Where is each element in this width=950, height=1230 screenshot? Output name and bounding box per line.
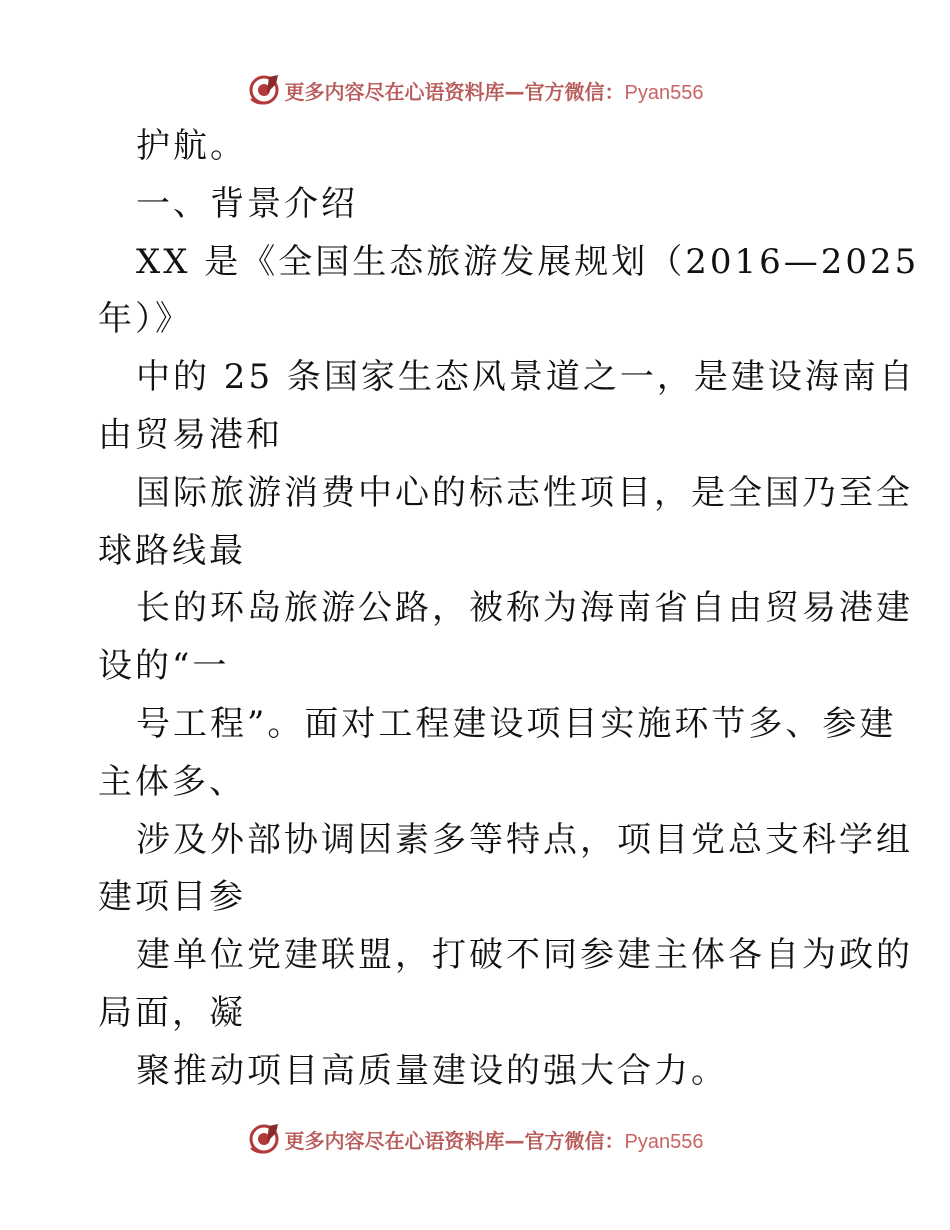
header-banner-account: Pyan556 [624,81,704,104]
body-line: 主体多、 [98,761,246,802]
footer-banner-account: Pyan556 [624,1130,704,1153]
footer-banner-text [285,1125,704,1154]
footer-banner [0,1119,950,1159]
body-line: 年）》 [98,299,192,340]
body-line: 中的 25 条国家生态风景道之一，是建设海南自 [136,357,916,398]
body-line: 国际旅游消费中心的标志性项目，是全国乃至全 [136,472,913,513]
body-line: 号工程”。面对工程建设项目实施环节多、参建 [136,703,897,744]
body-line: 球路线最 [98,530,246,571]
document-body [98,118,920,1101]
body-line: 建项目参 [98,877,246,918]
body-line: 局面，凝 [98,992,246,1033]
footer-banner-label: 更多内容尽在心语资料库—官方微信： [284,1128,625,1153]
header-banner [0,70,950,110]
pen-logo-icon [247,73,281,107]
body-line: 涉及外部协调因素多等特点，项目党总支科学组 [136,819,913,860]
body-line: 由贸易港和 [98,414,283,455]
body-line: 聚推动项目高质量建设的强大合力。 [136,1050,728,1091]
section-heading: 一、背景介绍 [136,183,358,224]
body-line: 长的环岛旅游公路，被称为海南省自由贸易港建 [136,588,913,629]
body-line: XX 是《全国生态旅游发展规划（2016—2025 [136,241,920,282]
header-banner-text [285,76,704,105]
body-line: 设的“一 [98,646,230,687]
body-line: 建单位党建联盟，打破不同参建主体各自为政的 [136,935,913,976]
pen-logo-icon [247,1122,281,1156]
header-banner-label: 更多内容尽在心语资料库—官方微信： [284,79,625,104]
body-line: 护航。 [136,126,247,166]
